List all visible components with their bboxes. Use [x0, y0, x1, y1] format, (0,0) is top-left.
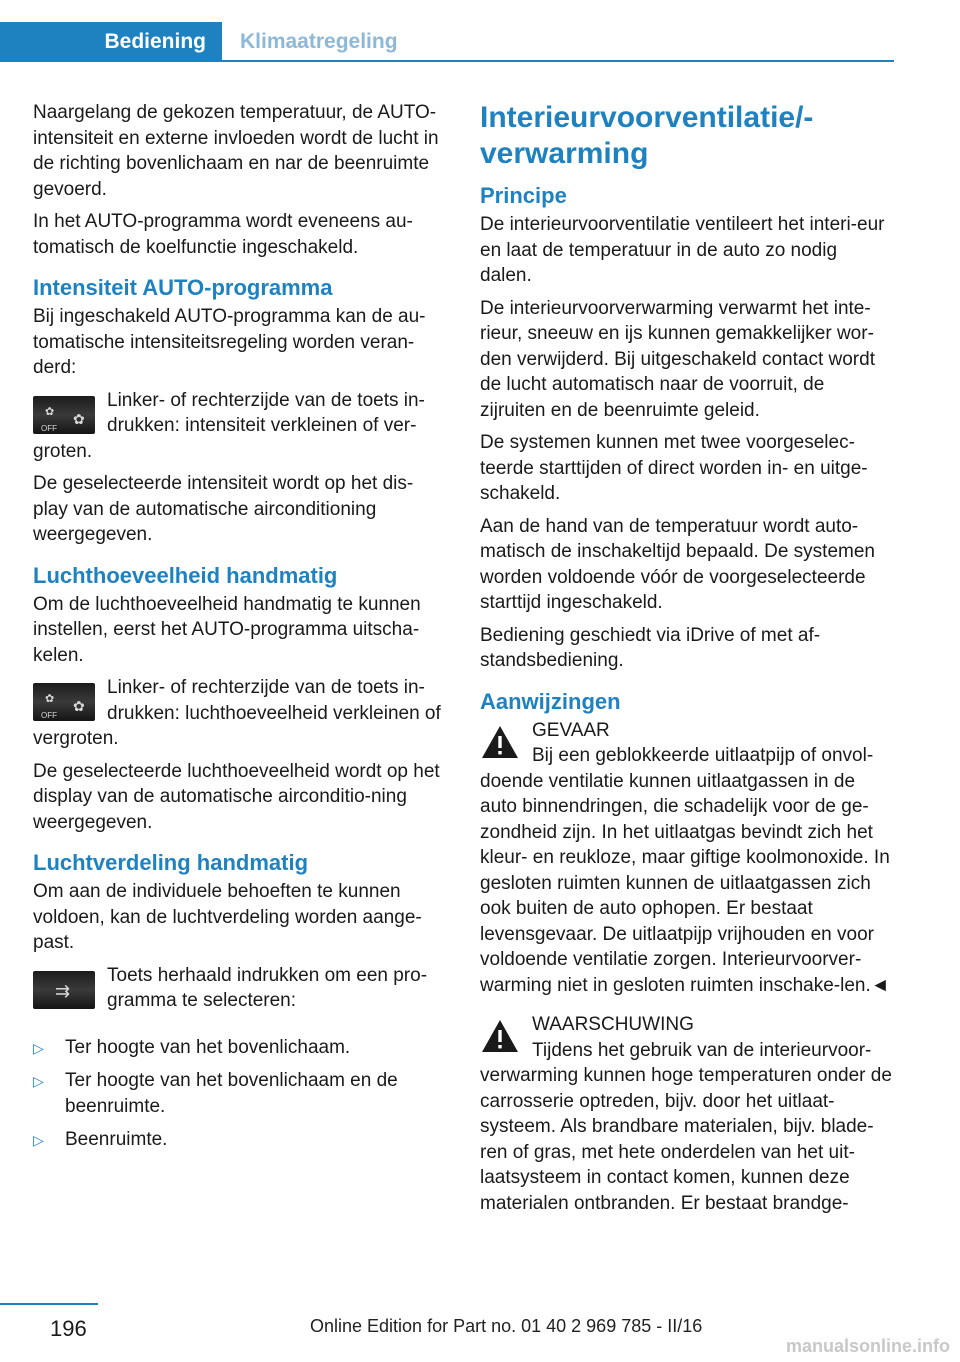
paragraph: Linker- of rechterzijde van de toets in-drukken: luchthoeveelheid verkleinen of vergroten. [33, 677, 441, 749]
paragraph: In het AUTO-programma wordt eveneens au-tomatisch de koelfunctie ingeschakeld. [33, 211, 413, 258]
page-number-rule [0, 1303, 98, 1305]
page-number: 196 [50, 1316, 87, 1341]
heading-luchthoeveelheid: Luchthoeveelheid handmatig [33, 562, 338, 588]
warning-triangle-icon [480, 1018, 520, 1054]
heading-luchtverdeling: Luchtverdeling handmatig [33, 850, 309, 875]
heading-aanwijzingen: Aanwijzingen [480, 688, 621, 714]
section-title: Interieurvoorventilatie/-verwarming [480, 101, 814, 170]
paragraph: Linker- of rechterzijde van de toets in-drukken: intensiteit verkleinen of ver-groten. [33, 389, 425, 462]
tab-bediening[interactable]: Bediening [0, 22, 222, 62]
warning-waarschuwing [480, 1012, 894, 1216]
icon-instruction [33, 963, 447, 1021]
warning-title: GEVAAR [532, 719, 610, 741]
bullet-icon: ▷ [33, 1039, 44, 1056]
page-header [0, 0, 960, 62]
list-item: ▷ Beenruimte. [33, 1127, 447, 1153]
right-column [480, 100, 894, 1230]
fan-off-button-icon: ✿ OFF ✿ [33, 396, 95, 434]
paragraph: Bediening geschiedt via iDrive of met af-standsbediening. [480, 624, 821, 671]
paragraph: Om aan de individuele behoeften te kunnen voldoen, kan de luchtverdeling worden aange-past. [33, 881, 422, 953]
fan-off-button-icon: ✿ OFF ✿ [33, 683, 95, 721]
paragraph: De geselecteerde luchthoeveelheid wordt op het display van de automatische airconditio-ning weergegeven. [33, 760, 440, 833]
paragraph: Bij ingeschakeld AUTO-programma kan de au-tomatische intensiteitsregeling worden veran-derd: [33, 306, 426, 378]
warning-text: Bij een geblokkeerde uitlaatpijp of onvol-doende ventilatie kunnen uitlaatgassen in de auto binnendringen, die schadelijk voor de ge-zondheid zijn. In het uitlaatgas bevindt zich het kleur- en reukloze, maar giftige koolmonoxide. In gesloten ruimten kunnen de uitlaatgassen zich ook buiten de auto ophopen. Er bestaat levensgevaar. De uitlaatpijp vrijhouden en voor voldoende ventilatie zorgen. Interieurvoorver-warming niet in gesloten ruimten inschake-len.◄ [480, 745, 890, 996]
bullet-icon: ▷ [33, 1132, 44, 1148]
air-distribution-button-icon: ⇉ [33, 971, 95, 1009]
warning-gevaar [480, 718, 894, 999]
paragraph: Naargelang de gekozen temperatuur, de AUTO-intensiteit en externe invloeden wordt de lucht in de richting bovenlichaam en nar de beenruimte gevoerd. [33, 102, 439, 200]
icon-instruction [33, 388, 447, 472]
icon-instruction [33, 675, 447, 759]
edition-footer: Online Edition for Part no. 01 40 2 969 785 - II/16 [310, 1316, 703, 1336]
paragraph: Om de luchthoeveelheid handmatig te kunnen instellen, eerst het AUTO-programma uitscha-kelen. [33, 593, 421, 666]
bullet-icon: ▷ [33, 1073, 44, 1089]
warning-text: Tijdens het gebruik van de interieurvoor-verwarming kunnen hoge temperaturen onder de carrosserie optreden, bijv. door het uitlaat-systeem. Als brandbare materialen, bijv. blade-ren of gras, met hete onderdelen van het uit-laatsysteem in contact komen, kunnen deze materialen ontbranden. Er bestaat brandge- [480, 1039, 892, 1214]
heading-principe: Principe [480, 183, 567, 208]
header-divider [222, 60, 894, 62]
list-item: ▷ Ter hoogte van het bovenlichaam. [33, 1035, 447, 1061]
paragraph: De systemen kunnen met twee voorgeselec-teerde starttijden of direct worden in- en uitge-schakeld. [480, 432, 868, 504]
warning-triangle-icon [480, 724, 520, 760]
warning-title: WAARSCHUWING [532, 1014, 694, 1035]
paragraph: Aan de hand van de temperatuur wordt auto-matisch de inschakeltijd bepaald. De systemen worden voldoende vóór de voorgeselecteerde starttijd ingeschakeld. [480, 515, 875, 613]
heading-intensiteit: Intensiteit AUTO-programma [33, 275, 333, 300]
distribution-list [33, 1035, 447, 1153]
paragraph: De geselecteerde intensiteit wordt op het dis-play van de automatische airconditioning weergegeven. [33, 473, 414, 545]
paragraph: De interieurvoorventilatie ventileert het interi-eur en laat de temperatuur in de auto zo nodig dalen. [480, 214, 885, 286]
watermark: manualsonline.info [785, 1336, 950, 1356]
tab-klimaatregeling[interactable]: Klimaatregeling [240, 30, 398, 53]
paragraph: De interieurvoorverwarming verwarmt het inte-rieur, sneeuw en ijs kunnen gemakkelijker wor-den verwijderd. Bij uitgeschakeld contact wordt de lucht automatisch naar de voorruit, de zijruiten en de beenruimte geleid. [480, 297, 875, 421]
list-item: ▷ Ter hoogte van het bovenlichaam en de beenruimte. [33, 1070, 398, 1117]
left-column [33, 100, 447, 1161]
paragraph: Toets herhaald indrukken om een pro-gramma te selecteren: [107, 964, 428, 1011]
